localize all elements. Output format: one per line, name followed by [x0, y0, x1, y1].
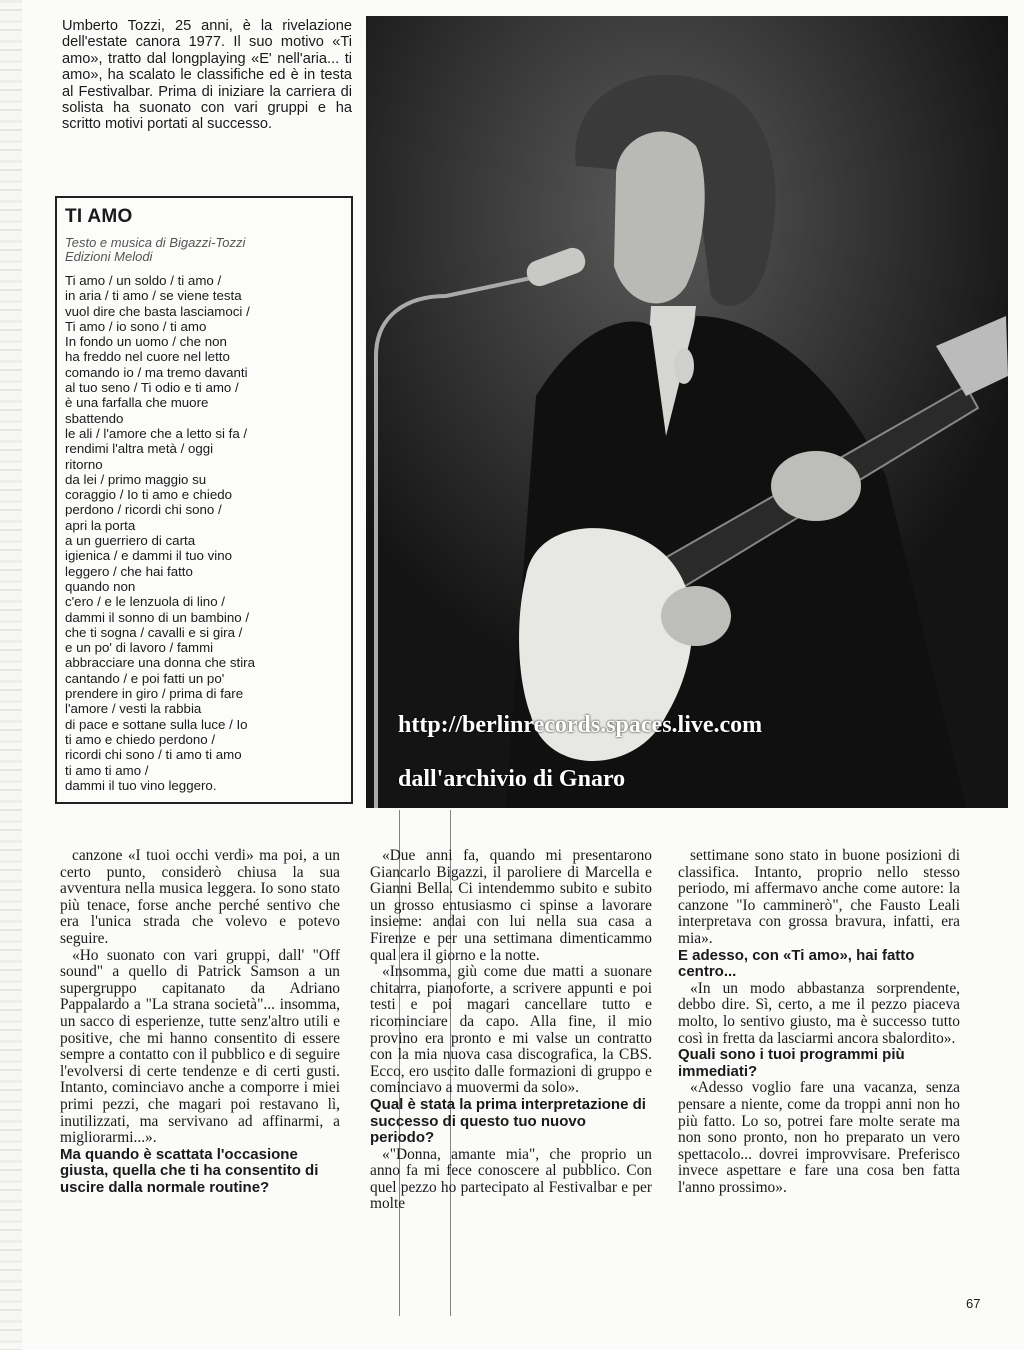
- lyric-line: da lei / primo maggio su: [65, 471, 207, 487]
- interview-question: E adesso, con «Ti amo», hai fatto centro...: [678, 946, 915, 981]
- lyric-line: e un po' di lavoro / fammi: [65, 640, 214, 656]
- lyric-line: Ti amo / un soldo / ti amo /: [65, 273, 222, 288]
- interview-question: Quali sono i tuoi programmi più immediati?: [678, 1046, 905, 1080]
- article-paragraph: canzone «I tuoi occhi verdi» ma poi, a un certo punto, considerò chiusa la sua avventura nella musica leggera. Io sono stato più tenace, forse anche perché sentivo che era l'unica strada che volevo e potevo seguire.: [60, 847, 340, 947]
- article-column-2: [370, 848, 652, 1213]
- interview-question: Ma quando è scattata l'occasione giusta, quella che ti ha consentito di uscire dalla normale routine?: [60, 1145, 319, 1196]
- page-number: 67: [966, 1296, 981, 1311]
- article-column-1: [60, 848, 340, 1196]
- lyrics-title: TI AMO: [65, 206, 133, 227]
- lyric-line: prendere in giro / prima di fare: [65, 686, 244, 702]
- lyric-line: vuol dire che basta lasciamoci /: [65, 303, 250, 319]
- lyric-line: leggero / che hai fatto: [65, 563, 193, 579]
- lyric-line: di pace e sottane sulla luce / Io: [65, 716, 248, 732]
- lyric-line: che ti sogna / cavalli e si gira /: [65, 624, 243, 640]
- concert-photo: [366, 16, 1008, 808]
- article-paragraph: «Due anni fa, quando mi presentarono Giancarlo Bigazzi, il paroliere di Marcella e Gianni Bella. Ci intendemmo subito e subito un grosso entusiasmo ci spinse a lavorare insieme: andai con lui nella sua casa a Firenze e per una settimana dimenticammo qual era il giorno e la notte.: [370, 847, 652, 964]
- lyric-line: dammi il tuo vino leggero.: [65, 777, 217, 793]
- interview-question: Qual è stata la prima interpretazione di successo di questo tuo nuovo periodo?: [370, 1095, 646, 1147]
- lyrics-credits: [65, 236, 351, 264]
- article-paragraph: «Insomma, giù come due matti a suonare chitarra, pianoforte, a scrivere appunti e poi testi e poi magari cancellare tutto e ricominciare da capo. Alla fine, il mio provino era pronto e mi valse un contratto con la mia nuova casa discografica, la CBS. Ecco, ero uscito dalle formazioni di gruppo e cominciavo a muovermi da solo».: [370, 963, 652, 1097]
- lyric-line: ha freddo nel cuore nel letto: [65, 349, 230, 365]
- lyric-line: le ali / l'amore che a letto si fa /: [65, 425, 248, 441]
- lyric-line: l'amore / vesti la rabbia: [65, 701, 202, 717]
- lyric-line: cantando / e poi fatti un po': [65, 670, 225, 686]
- watermark-archive: dall'archivio di Gnaro: [398, 766, 626, 792]
- lyrics-text: [65, 273, 351, 793]
- scan-edge-artifact: [0, 0, 22, 1350]
- lyric-line: ti amo e chiedo perdono /: [65, 731, 216, 747]
- lyric-line: ti amo ti amo /: [65, 762, 149, 778]
- lyric-line: comando io / ma tremo davanti: [65, 364, 248, 380]
- lyric-line: coraggio / Io ti amo e chiedo: [65, 487, 233, 503]
- lyric-line: in aria / ti amo / se viene testa: [65, 288, 242, 304]
- article-column-3: [678, 848, 960, 1196]
- credits-line: Testo e musica di Bigazzi-Tozzi: [65, 235, 246, 250]
- lyric-line: perdono / ricordi chi sono /: [65, 502, 222, 518]
- lyric-line: abbracciare una donna che stira: [65, 655, 255, 671]
- lyric-line: ritorno: [65, 456, 103, 472]
- lyric-line: In fondo un uomo / che non: [65, 334, 227, 350]
- lyric-line: igienica / e dammi il tuo vino: [65, 548, 233, 564]
- lyric-line: sbattendo: [65, 410, 124, 426]
- lyric-line: rendimi l'altra metà / oggi: [65, 441, 214, 457]
- lyric-line: apri la porta: [65, 517, 136, 533]
- article-paragraph: «"Donna, amante mia", che proprio un anno fa mi fece conoscere al pubblico. Con quel pezzo ho partecipato al Festivalbar e per molte: [370, 1145, 652, 1213]
- lyric-line: è una farfalla che muore: [65, 395, 209, 411]
- article-paragraph: «Ho suonato con vari gruppi, dall' "Off sound" a quello di Patrick Samson a un supergruppo capitanato da Adriano Pappalardo a "La strana società"... insomma, un sacco di esperienze, tutte senz'altro utili e positive, che mi hanno consentito di essere sempre a contatto con il pubblico e di seguire l'evolversi di certe tendenze e di certi gusti. Intanto, cominciavo anche a comporre i miei primi pezzi, che magari poi restavano lì, inutilizzati, ma servivano ad affinarmi, a migliorarmi...».: [60, 946, 340, 1147]
- watermark-url: http://berlinrecords.spaces.live.com: [398, 712, 763, 738]
- lyric-line: al tuo seno / Ti odio e ti amo /: [65, 380, 239, 396]
- lyric-line: Ti amo / io sono / ti amo: [65, 318, 207, 334]
- credits-line: Edizioni Melodi: [65, 249, 153, 264]
- lyric-line: ricordi chi sono / ti amo ti amo: [65, 747, 242, 763]
- lyrics-box: [55, 196, 353, 804]
- article-paragraph: settimane sono stato in buone posizioni di classifica. Intanto, proprio nello stesso periodo, mi affermavo anche come autore: la canzone "Io camminerò", che Fausto Leali interpretava con grossa bravura, infatti, era mia».: [678, 847, 960, 947]
- lyric-line: quando non: [65, 578, 136, 594]
- lyric-line: c'ero / e le lenzuola di lino /: [65, 594, 225, 610]
- guitarist-photo-illustration: [366, 16, 1008, 808]
- lyric-line: a un guerriero di carta: [65, 533, 196, 549]
- intro-caption: Umberto Tozzi, 25 anni, è la rivelazione dell'estate canora 1977. Il suo motivo «Ti amo», tratto dal longplaying «E' nell'aria... ti amo», ha scalato le classifiche ed è in testa al Festivalbar. Prima di iniziare la carriera di solista ha suonato con vari gruppi e ha scritto motivi portati al successo.: [62, 18, 352, 133]
- article-paragraph: «In un modo abbastanza sorprendente, debbo dire. Sì, certo, a me il pezzo piaceva molto, lo sentivo giusto, ma è successo tutto così in fretta da lasciarmi ancora sbalordito».: [678, 979, 960, 1047]
- article-paragraph: «Adesso voglio fare una vacanza, senza pensare a niente, come da troppi anni non ho più fatto. Lo so, potrei fare molte serate ma non sono pronto, non ho preparato un vero spettacolo... dovrei improvvisare. Preferisco invece aspettare e fare una cosa ben fatta l'anno prossimo».: [678, 1079, 960, 1196]
- lyric-line: dammi il sonno di un bambino /: [65, 609, 250, 625]
